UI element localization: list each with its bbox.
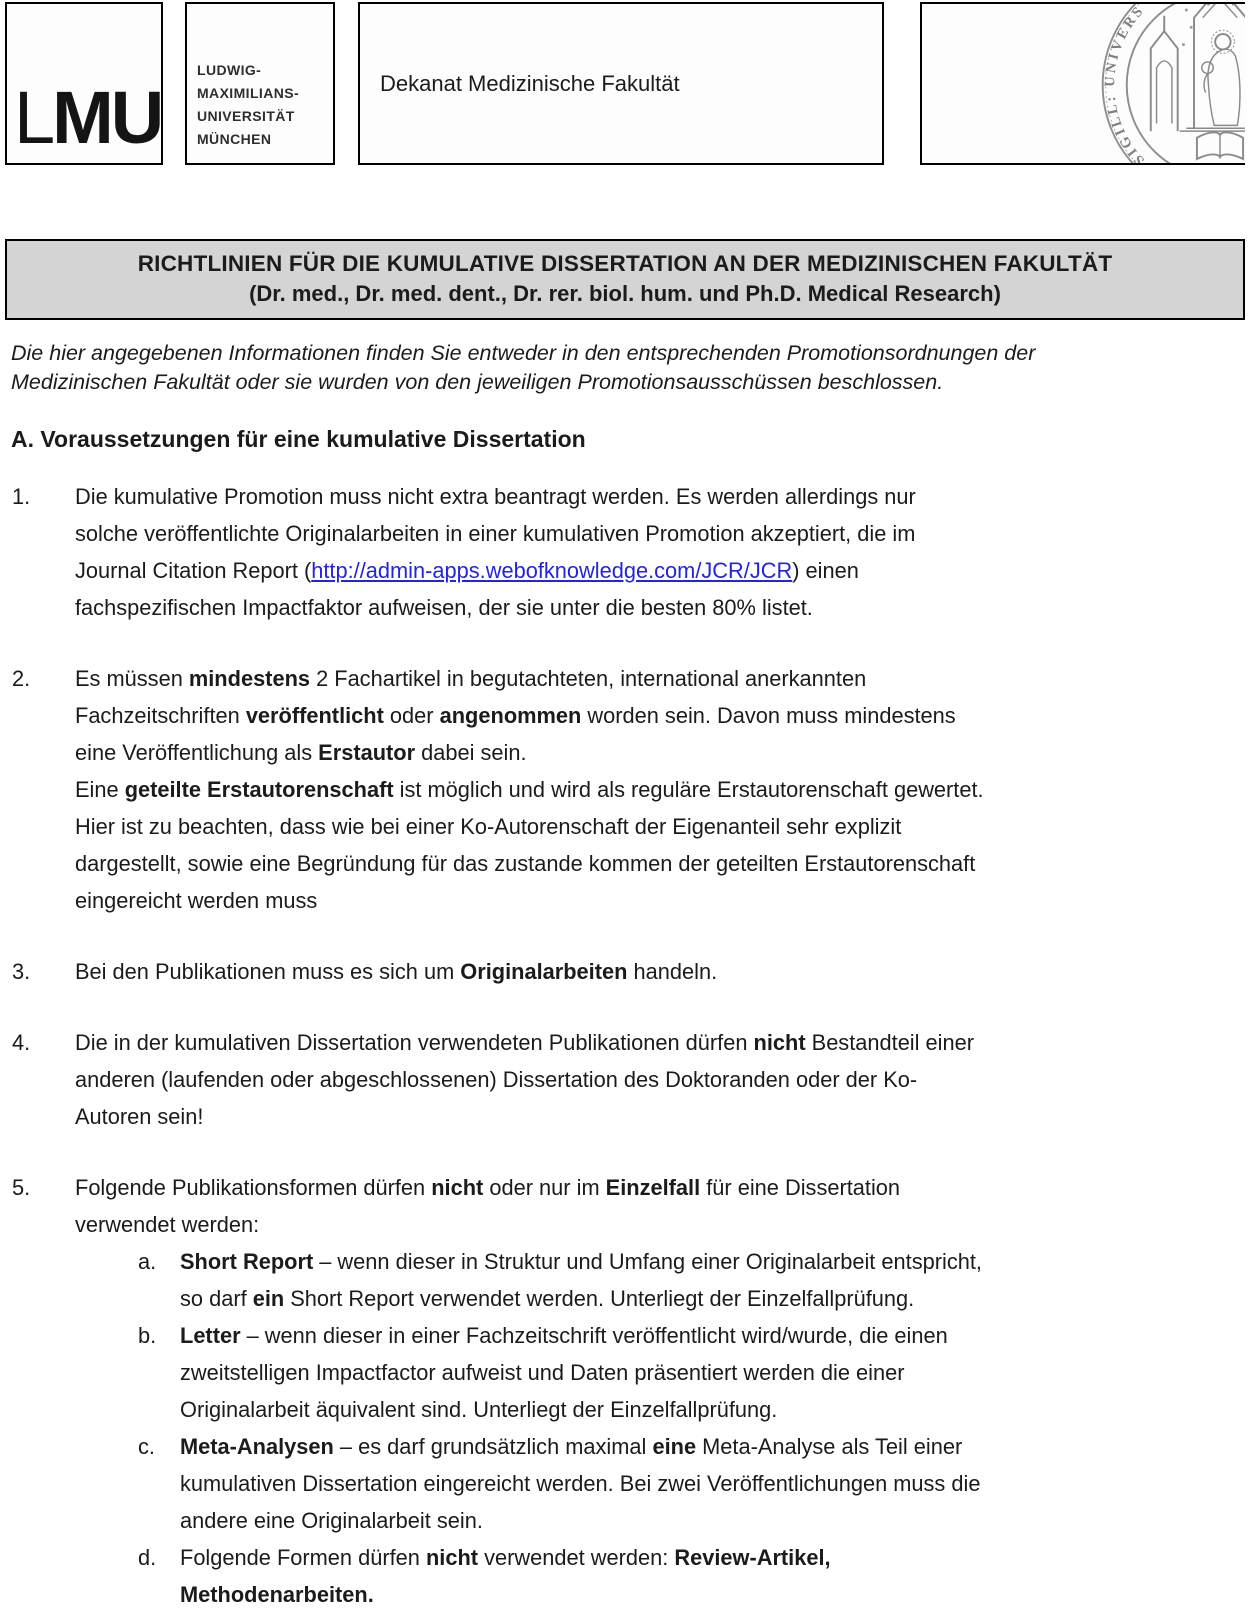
text: ist möglich und wird als reguläre Erstautorenschaft gewertet. bbox=[393, 777, 984, 802]
list-item-4 bbox=[5, 1024, 1245, 1135]
text: Bestandteil einer bbox=[805, 1030, 975, 1055]
list-item-1 bbox=[5, 478, 1245, 626]
text: oder nur im bbox=[483, 1175, 606, 1200]
item-number: 5. bbox=[12, 1175, 31, 1200]
intro-line: Die hier angegebenen Informationen finden Sie entweder in den entsprechenden Promotionsordnungen der bbox=[11, 341, 1036, 365]
sub-item-letter: a. bbox=[138, 1249, 157, 1274]
item-number: 2. bbox=[12, 666, 31, 691]
bold-text: ein bbox=[252, 1286, 285, 1311]
text: Eine bbox=[75, 777, 125, 802]
list-item-2 bbox=[5, 660, 1245, 919]
section-a-list bbox=[5, 478, 1245, 1613]
intro-paragraph bbox=[5, 339, 1245, 397]
text: kumulativen Dissertation eingereicht werden. Bei zwei Veröffentlichungen muss die bbox=[180, 1471, 981, 1496]
bold-text: Originalarbeiten bbox=[460, 959, 628, 984]
seal-center-art bbox=[1151, 2, 1245, 159]
university-seal-icon bbox=[1095, 1, 1245, 169]
bold-text: Review-Artikel, bbox=[674, 1545, 831, 1570]
text: verwendet werden: bbox=[75, 1212, 260, 1237]
bold-text: Methodenarbeiten. bbox=[180, 1582, 374, 1607]
text: Die kumulative Promotion muss nicht extra beantragt werden. Es werden allerdings nur bbox=[75, 484, 916, 509]
section-a-heading: A. Voraussetzungen für eine kumulative Dissertation bbox=[11, 426, 586, 452]
sub-item-text bbox=[180, 1243, 1227, 1317]
svg-text:SIGILL: UNIVERS bbox=[1102, 1, 1149, 169]
sub-list-item-d bbox=[138, 1539, 1227, 1613]
university-name-line: MÜNCHEN bbox=[197, 131, 272, 147]
lmu-logo-letters-mu: MU bbox=[52, 76, 162, 159]
text: andere eine Originalarbeit sein. bbox=[180, 1508, 483, 1533]
bold-text: nicht bbox=[753, 1030, 806, 1055]
text: Autoren sein! bbox=[75, 1104, 204, 1129]
text: Fachzeitschriften bbox=[75, 703, 246, 728]
text: handeln. bbox=[627, 959, 718, 984]
text: so darf bbox=[180, 1286, 253, 1311]
item-text bbox=[75, 478, 1227, 626]
page-header bbox=[5, 1, 1245, 169]
text: oder bbox=[383, 703, 440, 728]
bold-text: Meta-Analysen bbox=[180, 1434, 334, 1459]
seal-ring-text: SIGILL: UNIVERS bbox=[1102, 1, 1149, 169]
sub-item-text bbox=[180, 1428, 1227, 1539]
university-name-line: MAXIMILIANS- bbox=[197, 85, 300, 101]
text: fachspezifischen Impactfaktor aufweisen, der sie unter die besten 80% listet. bbox=[75, 595, 813, 620]
text: Folgende Formen dürfen bbox=[180, 1545, 426, 1570]
item-text bbox=[75, 953, 1227, 990]
university-seal-box bbox=[920, 1, 1245, 169]
text: eingereicht werden muss bbox=[75, 888, 318, 913]
title-line2: (Dr. med., Dr. med. dent., Dr. rer. biol. hum. und Ph.D. Medical Research) bbox=[249, 281, 1001, 306]
text: Die in der kumulativen Dissertation verwendeten Publikationen dürfen bbox=[75, 1030, 754, 1055]
item-number: 4. bbox=[12, 1030, 31, 1055]
bold-text: Einzelfall bbox=[605, 1175, 701, 1200]
bold-text: Short Report bbox=[180, 1249, 314, 1274]
bold-text: geteilte Erstautorenschaft bbox=[124, 777, 394, 802]
text: solche veröffentlichte Originalarbeiten in einer kumulativen Promotion akzeptiert, die im bbox=[75, 521, 916, 546]
text: ) einen bbox=[792, 558, 859, 583]
university-name bbox=[197, 59, 299, 151]
text: – wenn dieser in Struktur und Umfang einer Originalarbeit entspricht, bbox=[313, 1249, 982, 1274]
text: worden sein. Davon muss mindestens bbox=[581, 703, 956, 728]
text: anderen (laufenden oder abgeschlossenen) Dissertation des Doktoranden oder der Ko- bbox=[75, 1067, 918, 1092]
list-item-3 bbox=[5, 953, 1245, 990]
lmu-logo bbox=[5, 2, 163, 165]
seal-dots bbox=[1182, 3, 1245, 46]
department-box bbox=[358, 2, 884, 165]
sub-item-text bbox=[180, 1539, 1227, 1613]
item-text bbox=[75, 1169, 1227, 1243]
text: dabei sein. bbox=[415, 740, 527, 765]
text: Bei den Publikationen muss es sich um bbox=[75, 959, 461, 984]
bold-text: angenommen bbox=[439, 703, 582, 728]
university-name-line: UNIVERSITÄT bbox=[197, 108, 295, 124]
university-name-line: LUDWIG- bbox=[197, 62, 262, 78]
item-body bbox=[75, 1169, 1227, 1613]
text: verwendet werden: bbox=[478, 1545, 675, 1570]
list-item-5 bbox=[5, 1169, 1245, 1613]
sub-item-text bbox=[180, 1317, 1227, 1428]
item-number: 1. bbox=[12, 484, 31, 509]
bold-text: veröffentlicht bbox=[245, 703, 384, 728]
item-text bbox=[75, 1024, 1227, 1135]
sub-list-item-b bbox=[138, 1317, 1227, 1428]
title-line1: RICHTLINIEN FÜR DIE KUMULATIVE DISSERTATION AN DER MEDIZINISCHEN FAKULTÄT bbox=[137, 251, 1113, 276]
sub-list-item-a bbox=[138, 1243, 1227, 1317]
text: Journal Citation Report ( bbox=[75, 558, 312, 583]
text: – wenn dieser in einer Fachzeitschrift veröffentlicht wird/wurde, die einen bbox=[240, 1323, 948, 1348]
department-title: Dekanat Medizinische Fakultät bbox=[380, 70, 680, 96]
text: dargestellt, sowie eine Begründung für das zustande kommen der geteilten Erstautorenschaft bbox=[75, 851, 976, 876]
bold-text: eine bbox=[652, 1434, 697, 1459]
document-title-banner bbox=[5, 239, 1245, 320]
text: eine Veröffentlichung als bbox=[75, 740, 319, 765]
text: Hier ist zu beachten, dass wie bei einer Ko-Autorenschaft der Eigenanteil sehr explizit bbox=[75, 814, 902, 839]
text: für eine Dissertation bbox=[700, 1175, 901, 1200]
university-name-box bbox=[185, 2, 335, 165]
jcr-link[interactable]: http://admin-apps.webofknowledge.com/JCR/JCR bbox=[311, 558, 793, 583]
sub-item-letter: c. bbox=[138, 1434, 155, 1459]
text: 2 Fachartikel in begutachteten, international anerkannten bbox=[310, 666, 867, 691]
sub-item-letter: d. bbox=[138, 1545, 157, 1570]
item-text bbox=[75, 660, 1227, 919]
lmu-logo-text bbox=[14, 76, 162, 159]
text: Originalarbeit äquivalent sind. Unterliegt der Einzelfallprüfung. bbox=[180, 1397, 778, 1422]
bold-text: Erstautor bbox=[318, 740, 416, 765]
bold-text: Letter bbox=[180, 1323, 241, 1348]
bold-text: nicht bbox=[425, 1545, 479, 1570]
intro-line: Medizinischen Fakultät oder sie wurden von den jeweiligen Promotionsausschüssen beschlossen. bbox=[11, 370, 944, 394]
sub-list-item-c bbox=[138, 1428, 1227, 1539]
text: zweitstelligen Impactfactor aufweist und Daten präsentiert werden die einer bbox=[180, 1360, 905, 1385]
text: – es darf grundsätzlich maximal bbox=[333, 1434, 653, 1459]
text: Meta-Analyse als Teil einer bbox=[696, 1434, 963, 1459]
item-number: 3. bbox=[12, 959, 31, 984]
lmu-logo-letter-l: L bbox=[14, 76, 53, 159]
bold-text: mindestens bbox=[188, 666, 311, 691]
sub-item-letter: b. bbox=[138, 1323, 157, 1348]
text: Es müssen bbox=[75, 666, 189, 691]
text: Short Report verwendet werden. Unterliegt der Einzelfallprüfung. bbox=[284, 1286, 915, 1311]
bold-text: nicht bbox=[431, 1175, 484, 1200]
text: Folgende Publikationsformen dürfen bbox=[75, 1175, 432, 1200]
